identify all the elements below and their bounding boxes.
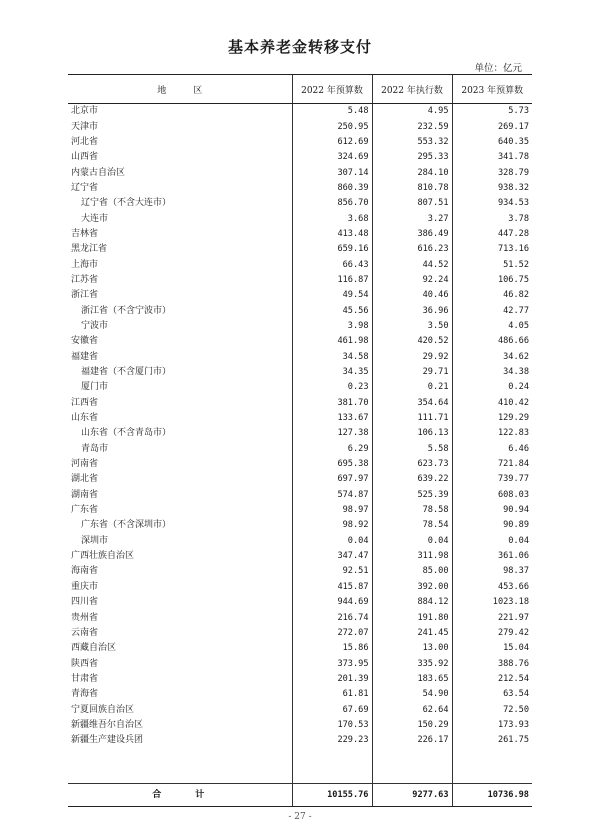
actual-2022-cell: 106.13	[372, 426, 452, 441]
actual-2022-cell: 5.58	[372, 442, 452, 457]
budget-2022-cell: 6.29	[292, 442, 372, 457]
actual-2022-cell: 0.21	[372, 380, 452, 395]
region-name: 云南省	[71, 627, 99, 638]
actual-2022-cell: 354.64	[372, 396, 452, 411]
region-name: 河南省	[71, 459, 99, 470]
column-header-region: 地 区	[68, 75, 292, 104]
actual-2022-cell: 335.92	[372, 656, 452, 671]
table-row	[68, 702, 532, 717]
actual-2022-cell: 191.80	[372, 610, 452, 625]
table-row	[68, 426, 532, 441]
table-row	[68, 733, 532, 748]
budget-2023-cell: 106.75	[452, 273, 532, 288]
actual-2022-cell: 29.71	[372, 365, 452, 380]
budget-2023-cell: 6.46	[452, 442, 532, 457]
region-name: 广东省	[71, 505, 99, 516]
actual-2022-cell: 36.96	[372, 303, 452, 318]
budget-2023-cell: 938.32	[452, 181, 532, 196]
budget-2022-cell: 15.86	[292, 641, 372, 656]
actual-2022-cell: 639.22	[372, 472, 452, 487]
actual-2022-cell: 44.52	[372, 257, 452, 272]
column-header-2023-budget: 2023 年预算数	[452, 75, 532, 104]
table-row	[68, 672, 532, 687]
table-row	[68, 687, 532, 702]
table-body	[68, 104, 532, 807]
budget-2023-cell: 486.66	[452, 334, 532, 349]
budget-2022-cell: 116.87	[292, 273, 372, 288]
budget-2022-cell: 324.69	[292, 150, 372, 165]
table-row	[68, 181, 532, 196]
budget-2022-cell: 272.07	[292, 626, 372, 641]
region-name: 吉林省	[71, 228, 99, 239]
region-name: 四川省	[71, 597, 99, 608]
budget-2022-cell: 49.54	[292, 288, 372, 303]
budget-2022-cell: 92.51	[292, 564, 372, 579]
budget-2022-cell: 860.39	[292, 181, 372, 196]
table-row	[68, 534, 532, 549]
budget-2022-cell: 659.16	[292, 242, 372, 257]
budget-2023-cell: 51.52	[452, 257, 532, 272]
table-row	[68, 549, 532, 564]
budget-2022-cell: 34.58	[292, 350, 372, 365]
region-name: 陕西省	[71, 658, 99, 669]
budget-2023-cell: 72.50	[452, 702, 532, 717]
budget-2022-cell: 67.69	[292, 702, 372, 717]
table-row	[68, 641, 532, 656]
budget-2023-cell: 90.89	[452, 518, 532, 533]
actual-2022-cell: 62.64	[372, 702, 452, 717]
budget-2023-cell: 453.66	[452, 580, 532, 595]
region-name: 天津市	[71, 121, 99, 132]
table-row	[68, 580, 532, 595]
actual-2022-cell: 295.33	[372, 150, 452, 165]
actual-2022-cell: 29.92	[372, 350, 452, 365]
region-name: 湖南省	[71, 489, 99, 500]
actual-2022-cell: 111.71	[372, 411, 452, 426]
table-row	[68, 365, 532, 380]
region-name: 新疆维吾尔自治区	[71, 719, 144, 730]
actual-2022-cell: 40.46	[372, 288, 452, 303]
budget-2023-cell: 129.29	[452, 411, 532, 426]
table-row	[68, 242, 532, 257]
budget-2023-cell: 98.37	[452, 564, 532, 579]
table-row	[68, 211, 532, 226]
budget-2023-cell: 63.54	[452, 687, 532, 702]
budget-2022-cell: 127.38	[292, 426, 372, 441]
budget-2022-cell: 307.14	[292, 165, 372, 180]
budget-2023-cell: 212.54	[452, 672, 532, 687]
budget-2022-cell: 133.67	[292, 411, 372, 426]
budget-2023-cell: 261.75	[452, 733, 532, 748]
budget-2023-cell: 447.28	[452, 227, 532, 242]
table-row	[68, 718, 532, 733]
budget-2022-cell: 170.53	[292, 718, 372, 733]
budget-2023-cell: 640.35	[452, 135, 532, 150]
budget-2023-cell: 221.97	[452, 610, 532, 625]
region-name: 浙江省（不含宁波市）	[81, 305, 172, 316]
budget-2022-cell: 201.39	[292, 672, 372, 687]
actual-2022-cell: 623.73	[372, 457, 452, 472]
region-name: 大连市	[81, 213, 109, 224]
budget-2022-cell: 856.70	[292, 196, 372, 211]
budget-2022-cell: 98.92	[292, 518, 372, 533]
budget-2023-cell: 279.42	[452, 626, 532, 641]
column-header-2022-actual: 2022 年执行数	[372, 75, 452, 104]
actual-2022-cell: 392.00	[372, 580, 452, 595]
budget-2023-cell: 328.79	[452, 165, 532, 180]
actual-2022-cell: 4.95	[372, 104, 452, 120]
table-row	[68, 518, 532, 533]
actual-2022-cell: 525.39	[372, 488, 452, 503]
budget-2023-cell: 15.04	[452, 641, 532, 656]
region-name: 广东省（不含深圳市）	[81, 520, 172, 531]
budget-2022-cell: 3.68	[292, 211, 372, 226]
transfer-table	[68, 74, 532, 807]
budget-2022-cell: 415.87	[292, 580, 372, 595]
page-title: 基本养老金转移支付	[227, 38, 372, 56]
table-row	[68, 135, 532, 150]
budget-2023-cell: 34.38	[452, 365, 532, 380]
budget-2022-cell: 0.04	[292, 534, 372, 549]
budget-2023-cell: 34.62	[452, 350, 532, 365]
budget-2023-cell: 46.82	[452, 288, 532, 303]
region-name: 山西省	[71, 152, 99, 163]
table-row	[68, 257, 532, 272]
budget-2023-cell: 122.83	[452, 426, 532, 441]
budget-2022-cell: 66.43	[292, 257, 372, 272]
actual-2022-cell: 0.04	[372, 534, 452, 549]
table-header-row	[68, 75, 532, 104]
budget-2022-cell: 0.23	[292, 380, 372, 395]
actual-2022-cell: 386.49	[372, 227, 452, 242]
region-name: 深圳市	[81, 535, 109, 546]
table-row	[68, 334, 532, 349]
budget-2023-cell: 361.06	[452, 549, 532, 564]
actual-2022-cell: 13.00	[372, 641, 452, 656]
table-row	[68, 488, 532, 503]
blank-cell	[372, 748, 452, 784]
total-budget-2023: 10736.98	[452, 784, 532, 807]
table-row	[68, 564, 532, 579]
region-name: 广西壮族自治区	[71, 551, 135, 562]
table-row	[68, 350, 532, 365]
region-name: 北京市	[71, 106, 99, 117]
table-row	[68, 610, 532, 625]
budget-2022-cell: 61.81	[292, 687, 372, 702]
table-row	[68, 104, 532, 120]
actual-2022-cell: 807.51	[372, 196, 452, 211]
region-name: 辽宁省（不含大连市）	[81, 198, 172, 209]
budget-2022-cell: 944.69	[292, 595, 372, 610]
region-name: 浙江省	[71, 290, 99, 301]
region-name: 青岛市	[81, 443, 109, 454]
budget-2023-cell: 90.94	[452, 503, 532, 518]
table-row	[68, 227, 532, 242]
budget-2023-cell: 269.17	[452, 119, 532, 134]
region-name: 海南省	[71, 566, 99, 577]
table-row	[68, 442, 532, 457]
budget-2022-cell: 34.35	[292, 365, 372, 380]
budget-2023-cell: 713.16	[452, 242, 532, 257]
actual-2022-cell: 85.00	[372, 564, 452, 579]
page-number: - 27 -	[288, 812, 312, 822]
actual-2022-cell: 92.24	[372, 273, 452, 288]
region-name: 黑龙江省	[71, 244, 108, 255]
region-name: 河北省	[71, 136, 99, 147]
actual-2022-cell: 3.27	[372, 211, 452, 226]
blank-cell	[452, 748, 532, 784]
blank-cell	[292, 748, 372, 784]
region-name: 安徽省	[71, 336, 99, 347]
budget-2023-cell: 3.78	[452, 211, 532, 226]
budget-2023-cell: 4.05	[452, 319, 532, 334]
budget-2022-cell: 373.95	[292, 656, 372, 671]
region-name: 重庆市	[71, 581, 99, 592]
actual-2022-cell: 150.29	[372, 718, 452, 733]
table-row	[68, 457, 532, 472]
total-budget-2022: 10155.76	[292, 784, 372, 807]
budget-2022-cell: 250.95	[292, 119, 372, 134]
budget-2023-cell: 341.78	[452, 150, 532, 165]
blank-cell	[68, 748, 292, 784]
budget-2022-cell: 574.87	[292, 488, 372, 503]
budget-2023-cell: 1023.18	[452, 595, 532, 610]
table-row	[68, 503, 532, 518]
budget-2023-cell: 739.77	[452, 472, 532, 487]
table-row	[68, 196, 532, 211]
region-name: 内蒙古自治区	[71, 167, 126, 178]
budget-2022-cell: 3.98	[292, 319, 372, 334]
actual-2022-cell: 54.90	[372, 687, 452, 702]
total-row	[68, 784, 532, 807]
region-name: 新疆生产建设兵团	[71, 735, 144, 746]
actual-2022-cell: 78.54	[372, 518, 452, 533]
region-name: 江苏省	[71, 274, 99, 285]
budget-2022-cell: 229.23	[292, 733, 372, 748]
budget-2023-cell: 173.93	[452, 718, 532, 733]
budget-2023-cell: 42.77	[452, 303, 532, 318]
actual-2022-cell: 3.50	[372, 319, 452, 334]
actual-2022-cell: 284.10	[372, 165, 452, 180]
budget-2023-cell: 0.24	[452, 380, 532, 395]
region-name: 湖北省	[71, 474, 99, 485]
budget-2023-cell: 388.76	[452, 656, 532, 671]
region-name: 山东省	[71, 413, 99, 424]
unit-label: 单位：亿元	[474, 63, 522, 74]
region-name: 贵州省	[71, 612, 99, 623]
budget-2022-cell: 98.97	[292, 503, 372, 518]
actual-2022-cell: 884.12	[372, 595, 452, 610]
region-name: 辽宁省	[71, 182, 99, 193]
actual-2022-cell: 232.59	[372, 119, 452, 134]
table-row	[68, 411, 532, 426]
budget-2023-cell: 0.04	[452, 534, 532, 549]
budget-2022-cell: 612.69	[292, 135, 372, 150]
budget-2023-cell: 410.42	[452, 396, 532, 411]
region-name: 福建省（不含厦门市）	[81, 367, 172, 378]
table-row	[68, 288, 532, 303]
budget-2023-cell: 934.53	[452, 196, 532, 211]
budget-2022-cell: 45.56	[292, 303, 372, 318]
region-name: 宁波市	[81, 320, 109, 331]
actual-2022-cell: 226.17	[372, 733, 452, 748]
actual-2022-cell: 553.32	[372, 135, 452, 150]
table-row	[68, 656, 532, 671]
table-row	[68, 396, 532, 411]
table-row	[68, 319, 532, 334]
budget-2022-cell: 413.48	[292, 227, 372, 242]
blank-row	[68, 748, 532, 784]
region-name: 青海省	[71, 689, 99, 700]
total-actual-2022: 9277.63	[372, 784, 452, 807]
actual-2022-cell: 616.23	[372, 242, 452, 257]
budget-2023-cell: 5.73	[452, 104, 532, 120]
budget-2023-cell: 608.03	[452, 488, 532, 503]
table-row	[68, 380, 532, 395]
table-row	[68, 150, 532, 165]
budget-2022-cell: 5.48	[292, 104, 372, 120]
table-row	[68, 119, 532, 134]
column-header-2022-budget: 2022 年预算数	[292, 75, 372, 104]
table-row	[68, 595, 532, 610]
region-name: 江西省	[71, 397, 99, 408]
budget-2022-cell: 216.74	[292, 610, 372, 625]
region-name: 山东省（不含青岛市）	[81, 428, 172, 439]
budget-2023-cell: 721.84	[452, 457, 532, 472]
budget-2022-cell: 347.47	[292, 549, 372, 564]
actual-2022-cell: 810.78	[372, 181, 452, 196]
region-name: 福建省	[71, 351, 99, 362]
actual-2022-cell: 420.52	[372, 334, 452, 349]
total-label: 合计	[68, 784, 292, 807]
budget-2022-cell: 695.38	[292, 457, 372, 472]
region-name: 甘肃省	[71, 673, 99, 684]
budget-2022-cell: 697.97	[292, 472, 372, 487]
region-name: 上海市	[71, 259, 99, 270]
table-row	[68, 165, 532, 180]
budget-2022-cell: 381.70	[292, 396, 372, 411]
table-row	[68, 472, 532, 487]
table-row	[68, 303, 532, 318]
actual-2022-cell: 78.58	[372, 503, 452, 518]
actual-2022-cell: 311.98	[372, 549, 452, 564]
region-name: 西藏自治区	[71, 643, 117, 654]
region-name: 厦门市	[81, 382, 109, 393]
actual-2022-cell: 183.65	[372, 672, 452, 687]
budget-2022-cell: 461.98	[292, 334, 372, 349]
table-row	[68, 273, 532, 288]
table-row	[68, 626, 532, 641]
region-name: 宁夏回族自治区	[71, 704, 135, 715]
actual-2022-cell: 241.45	[372, 626, 452, 641]
